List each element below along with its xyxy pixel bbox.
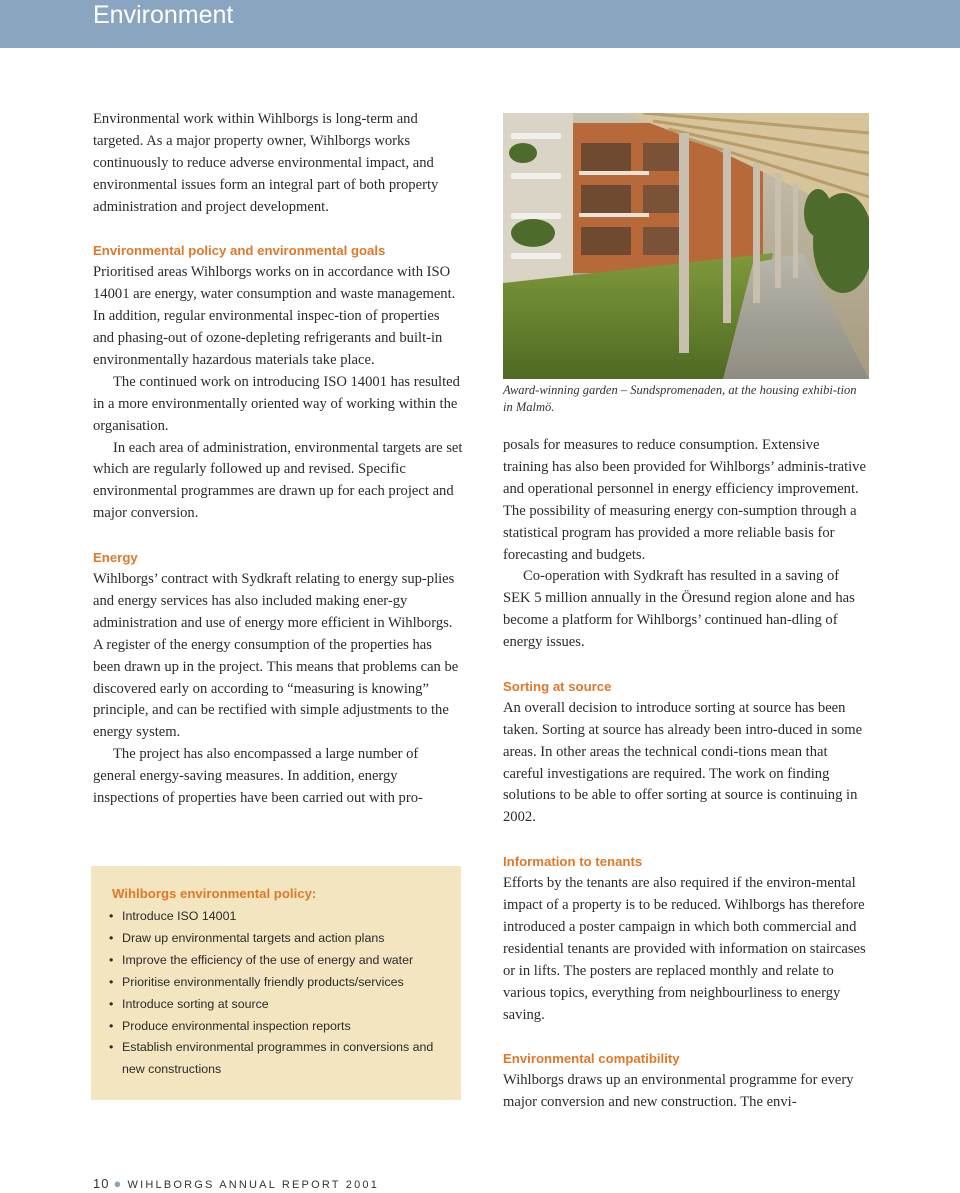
- energy-paragraph-1: Wihlborgs’ contract with Sydkraft relating to energy sup-plies and energy services has also included making ener-gy administration and use of energy more efficient in Wihlborgs. A register of the energy consumption of the properties has been drawn up in the project. This means that problems can be discovered early on according to “measuring is knowing” principle, and can be rectified with simple adjustments to the energy system.: [93, 571, 459, 741]
- intro-paragraph: Environmental work within Wihlborgs is long-term and targeted. As a major property owner, Wihlborgs works continuously to reduce adverse environmental impact, and environmental issues form an integral part of both property administration and project development.: [93, 111, 439, 215]
- policy-list-item: • Produce environmental inspection reports: [109, 1016, 449, 1038]
- policy-paragraph-1: Prioritised areas Wihlborgs works on in accordance with ISO 14001 are energy, water consumption and waste management. In addition, regular environmental inspec-tion of properties and phasing-out of ozone-depleting refrigerants and built-in environmentally hazardous materials take place.: [93, 264, 456, 368]
- policy-list-item: • Prioritise environmentally friendly products/services: [109, 972, 449, 994]
- page-number: 10: [93, 1176, 110, 1191]
- garden-photo: [503, 113, 869, 379]
- policy-paragraph-2: The continued work on introducing ISO 14001 has resulted in a more environmentally oriented way of working within the organisation.: [93, 373, 460, 434]
- sorting-paragraph: An overall decision to introduce sorting at source has been taken. Sorting at source has already been intro-duced in some areas. In other areas the technical condi-tions mean that careful investigations are required. The work on finding solutions to be able to offer sorting at source is continuing in 2002.: [503, 699, 863, 826]
- policy-list-item: • Improve the efficiency of the use of energy and water: [109, 950, 449, 972]
- section-heading-compatibility: Environmental compatibility: [503, 1051, 680, 1067]
- policy-box-title: Wihlborgs environmental policy:: [112, 886, 317, 901]
- section-heading-policy: Environmental policy and environmental goals: [93, 243, 386, 259]
- page-title: Environment: [93, 1, 234, 29]
- section-heading-energy: Energy: [93, 550, 138, 566]
- policy-list-item: • Introduce ISO 14001: [109, 906, 449, 928]
- report-title: WIHLBORGS ANNUAL REPORT 2001: [127, 1179, 380, 1191]
- energy-paragraph-4: Co-operation with Sydkraft has resulted in a saving of SEK 5 million annually in the Öresund region alone and has become a platform for Wihlborgs’ continued han-dling of energy issues.: [503, 568, 855, 651]
- photo-caption: Award-winning garden – Sundspromenaden, at the housing exhibi-tion in Malmö.: [503, 383, 857, 414]
- environmental-policy-box: [91, 866, 461, 1100]
- right-column: [503, 435, 868, 1114]
- tenants-paragraph: Efforts by the tenants are also required if the environ-mental impact of a property is to be reduced. Wihlborgs has therefore introduced a poster campaign in which both commercial and residential tenants are provided with information on staircases or in lifts. The posters are replaced monthly and relate to various topics, everything from neighbourliness to energy saving.: [503, 875, 866, 1023]
- footer-dot-icon: ●: [113, 1176, 124, 1191]
- section-heading-tenants: Information to tenants: [503, 854, 643, 870]
- garden-photo-illustration: [503, 113, 869, 379]
- policy-paragraph-3: In each area of administration, environmental targets are set which are regularly followed up and revised. Specific environmental programmes are drawn up for each project and major conversion.: [93, 439, 463, 522]
- page-header-bar: [0, 0, 960, 48]
- policy-list: [109, 906, 449, 1081]
- energy-paragraph-3: posals for measures to reduce consumption. Extensive training has also been provided for Wihlborgs’ adminis-trative and operational personnel in energy efficiency improvement. The possibility of measuring energy con-sumption through a statistical program has provided a more reliable basis for forecasting and budgets.: [503, 437, 866, 563]
- compatibility-paragraph: Wihlborgs draws up an environmental programme for every major conversion and new construction. The envi-: [503, 1072, 854, 1111]
- energy-paragraph-2: The project has also encompassed a large number of general energy-saving measures. In addition, energy inspections of properties have been carried out with pro-: [93, 746, 423, 807]
- page-footer: [93, 1177, 379, 1192]
- policy-list-item: • Establish environmental programmes in conversions and new constructions: [109, 1037, 449, 1081]
- section-heading-sorting: Sorting at source: [503, 678, 612, 694]
- policy-list-item: • Introduce sorting at source: [109, 994, 449, 1016]
- policy-list-item: • Draw up environmental targets and action plans: [109, 928, 449, 950]
- left-column: [93, 109, 463, 810]
